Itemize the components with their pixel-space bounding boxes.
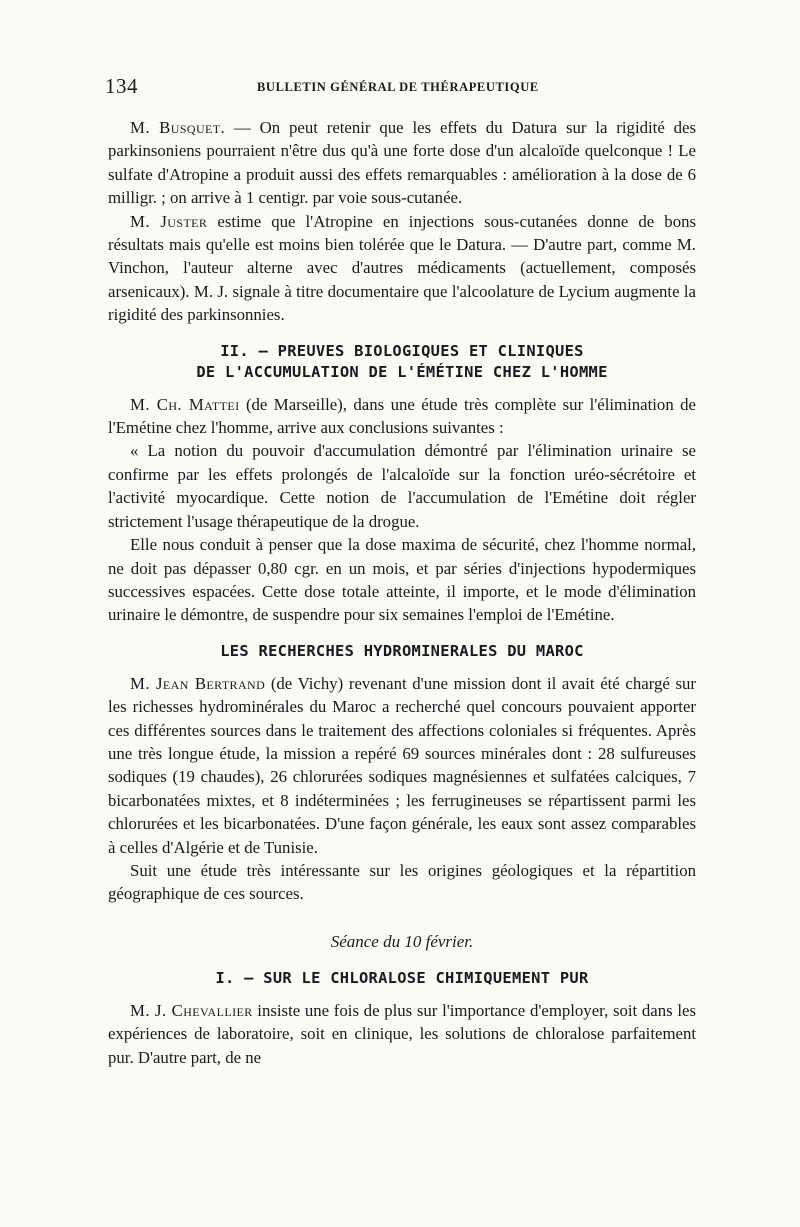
heading-line: DE L'ACCUMULATION DE L'ÉMÉTINE CHEZ L'HOMME <box>196 362 608 381</box>
paragraph-text: estime que l'Atropine en injections sous-cutanées donne de bons résultats mais qu'elle est moins bien tolérée que le Datura. — D'autre part, comme M. Vinchon, l'auteur alterne avec d'autres médicaments (actuellement, composés arsenicaux). M. J. signale à titre documentaire que l'alcoolature de Lycium augmente la rigidité des parkinsonnies. <box>108 211 697 325</box>
paragraph-mattei <box>108 393 696 440</box>
author-name: M. J. Chevallier <box>130 1000 253 1020</box>
paragraph-quote: « La notion du pouvoir d'accumulation démontré par l'élimination urinaire se confirme par les effets prolongés de l'alcaloïde sur la fonction uréo-sécrétoire et l'activité myocardique. Cette notion de l'accumulation de l'Emétine doit régler strictement l'usage thérapeutique de la drogue. <box>108 441 696 531</box>
paragraph-text: — On peut retenir que les effets du Datura sur la rigidité des parkinsoniens pourraient n'être dus qu'à une forte dose d'un alcaloïde quelconque ! Le sulfate d'Atropine a produit aussi des effets remarquables : amélioration à la dose de 6 milligr. ; on arrive à 1 centigr. par voie sous-cutanée. <box>108 118 696 208</box>
paragraph-chevallier <box>108 999 696 1069</box>
paragraph-suit: Suit une étude très intéressante sur les origines géologiques et la répartition géographique de ces sources. <box>108 860 696 904</box>
author-name: M. Jean Bertrand <box>130 673 266 693</box>
section-heading-emetine <box>108 341 696 383</box>
paragraph-text: (de Vichy) revenant d'une mission dont il avait été chargé sur les richesses hydrominérales du Maroc a recherché quel concours pouvaient apporter ces différentes sources dans le traitement des affections coloniales si fréquentes. Après une très longue étude, la mission a repéré 69 sources minérales dont : 28 sulfureuses sodiques (19 chaudes), 26 chlorurées sodiques magnésiennes et sulfatées calciques, 7 bicarbonatées mixtes, et 8 indéterminées ; les ferrugineuses se répartissent parmi les chlorurées et les bicarbonatées. D'une façon générale, les eaux sont assez comparables à celles d'Algérie et de Tunisie. <box>108 673 696 857</box>
paragraph-text: insiste une fois de plus sur l'importance d'employer, soit dans les expériences de laboratoire, soit en clinique, les solutions de chloralose parfaitement pur. D'autre part, de ne <box>108 1000 696 1067</box>
page-header <box>105 74 700 98</box>
paragraph-text: (de Marseille), dans une étude très complète sur l'élimination de l'Emétine chez l'homme, arrive aux conclusions suivantes : <box>108 394 696 438</box>
paragraph-dose: Elle nous conduit à penser que la dose maxima de sécurité, chez l'homme normal, ne doit pas dépasser 0,80 cgr. en un mois, et par séries d'injections hypodermiques successives espacées. Cette dose totale atteinte, il importe, et le mode d'élimination urinaire le démontre, de suspendre pour six semaines l'emploi de l'Emétine. <box>108 535 696 625</box>
section-heading-chloralose: I. — SUR LE CHLORALOSE CHIMIQUEMENT PUR <box>215 968 589 987</box>
heading-line: II. — PREUVES BIOLOGIQUES ET CLINIQUES <box>220 341 584 360</box>
paragraph-bertrand <box>108 672 696 859</box>
author-name: M. Juster <box>130 211 208 231</box>
seance-date: Séance du 10 février. <box>330 931 474 951</box>
page-body <box>108 116 696 1069</box>
paragraph-juster <box>108 210 696 327</box>
paragraph-busquet <box>108 116 696 210</box>
running-head: BULLETIN GÉNÉRAL DE THÉRAPEUTIQUE <box>257 80 539 94</box>
author-name: M. Busquet. <box>130 118 226 137</box>
page-number: 134 <box>105 74 138 98</box>
author-name: M. Ch. Mattei <box>130 394 240 414</box>
section-heading-maroc: LES RECHERCHES HYDROMINERALES DU MAROC <box>220 641 584 660</box>
